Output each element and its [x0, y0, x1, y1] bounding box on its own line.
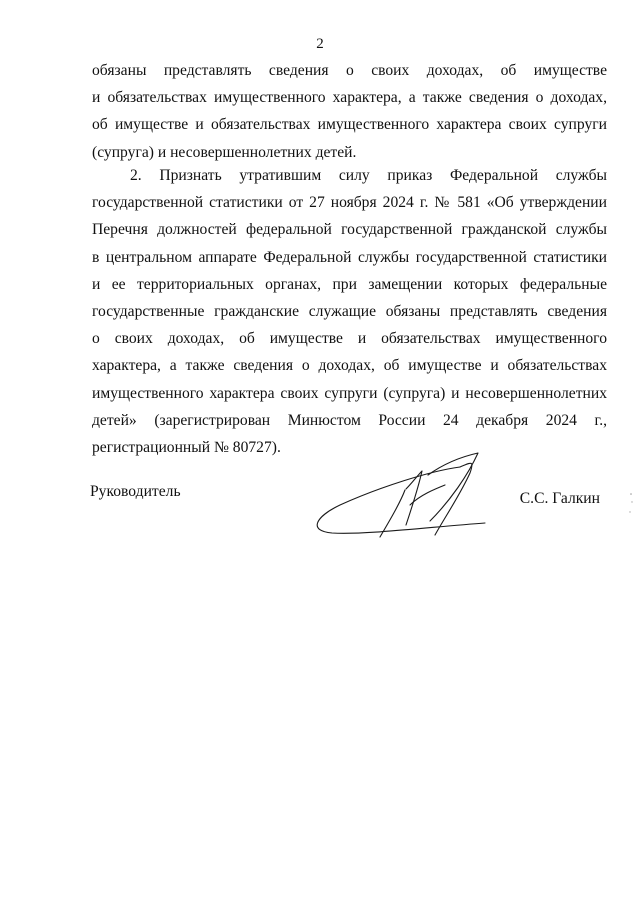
page-number: 2	[316, 36, 324, 52]
paragraph-line: характера, а также сведения о доходах, об имуществе и обязательствах	[92, 357, 607, 375]
paragraph-line: об имуществе и обязательствах имущественного характера своих супруги	[92, 116, 607, 134]
paragraph-line: детей» (зарегистрирован Минюстом России 24 декабря 2024 г.,	[92, 411, 607, 429]
paragraph-line: о своих доходах, об имуществе и обязательствах имущественного	[92, 330, 607, 348]
paragraph-line: (супруга) и несовершеннолетних детей.	[92, 143, 357, 161]
paragraph-line: и ее территориальных органах, при замещении которых федеральные	[92, 275, 607, 293]
signer-title: Руководитель	[90, 483, 181, 500]
paragraph-line: государственной статистики от 27 ноября 2024 г. № 581 «Об утверждении	[92, 194, 607, 212]
paragraph-2	[92, 162, 607, 461]
paragraph-line: имущественного характера своих супруги (супруга) и несовершеннолетних	[92, 384, 607, 402]
paragraph-line: Перечня должностей федеральной государственной гражданской службы	[92, 221, 607, 239]
paragraph-line: 2. Признать утратившим силу приказ Федеральной службы	[130, 167, 607, 184]
paragraph-line: и обязательствах имущественного характера, а также сведения о доходах,	[92, 89, 607, 107]
scan-artifact	[626, 490, 636, 520]
signer-name: С.С. Галкин	[519, 490, 600, 507]
paragraph-line: в центральном аппарате Федеральной службы государственной статистики	[92, 248, 607, 266]
paragraph-1	[92, 57, 607, 166]
paragraph-line: регистрационный № 80727).	[92, 438, 281, 456]
paragraph-line: обязаны представлять сведения о своих доходах, об имуществе	[92, 62, 607, 79]
paragraph-line: государственные гражданские служащие обязаны представлять сведения	[92, 302, 607, 320]
signature-block	[90, 483, 600, 553]
